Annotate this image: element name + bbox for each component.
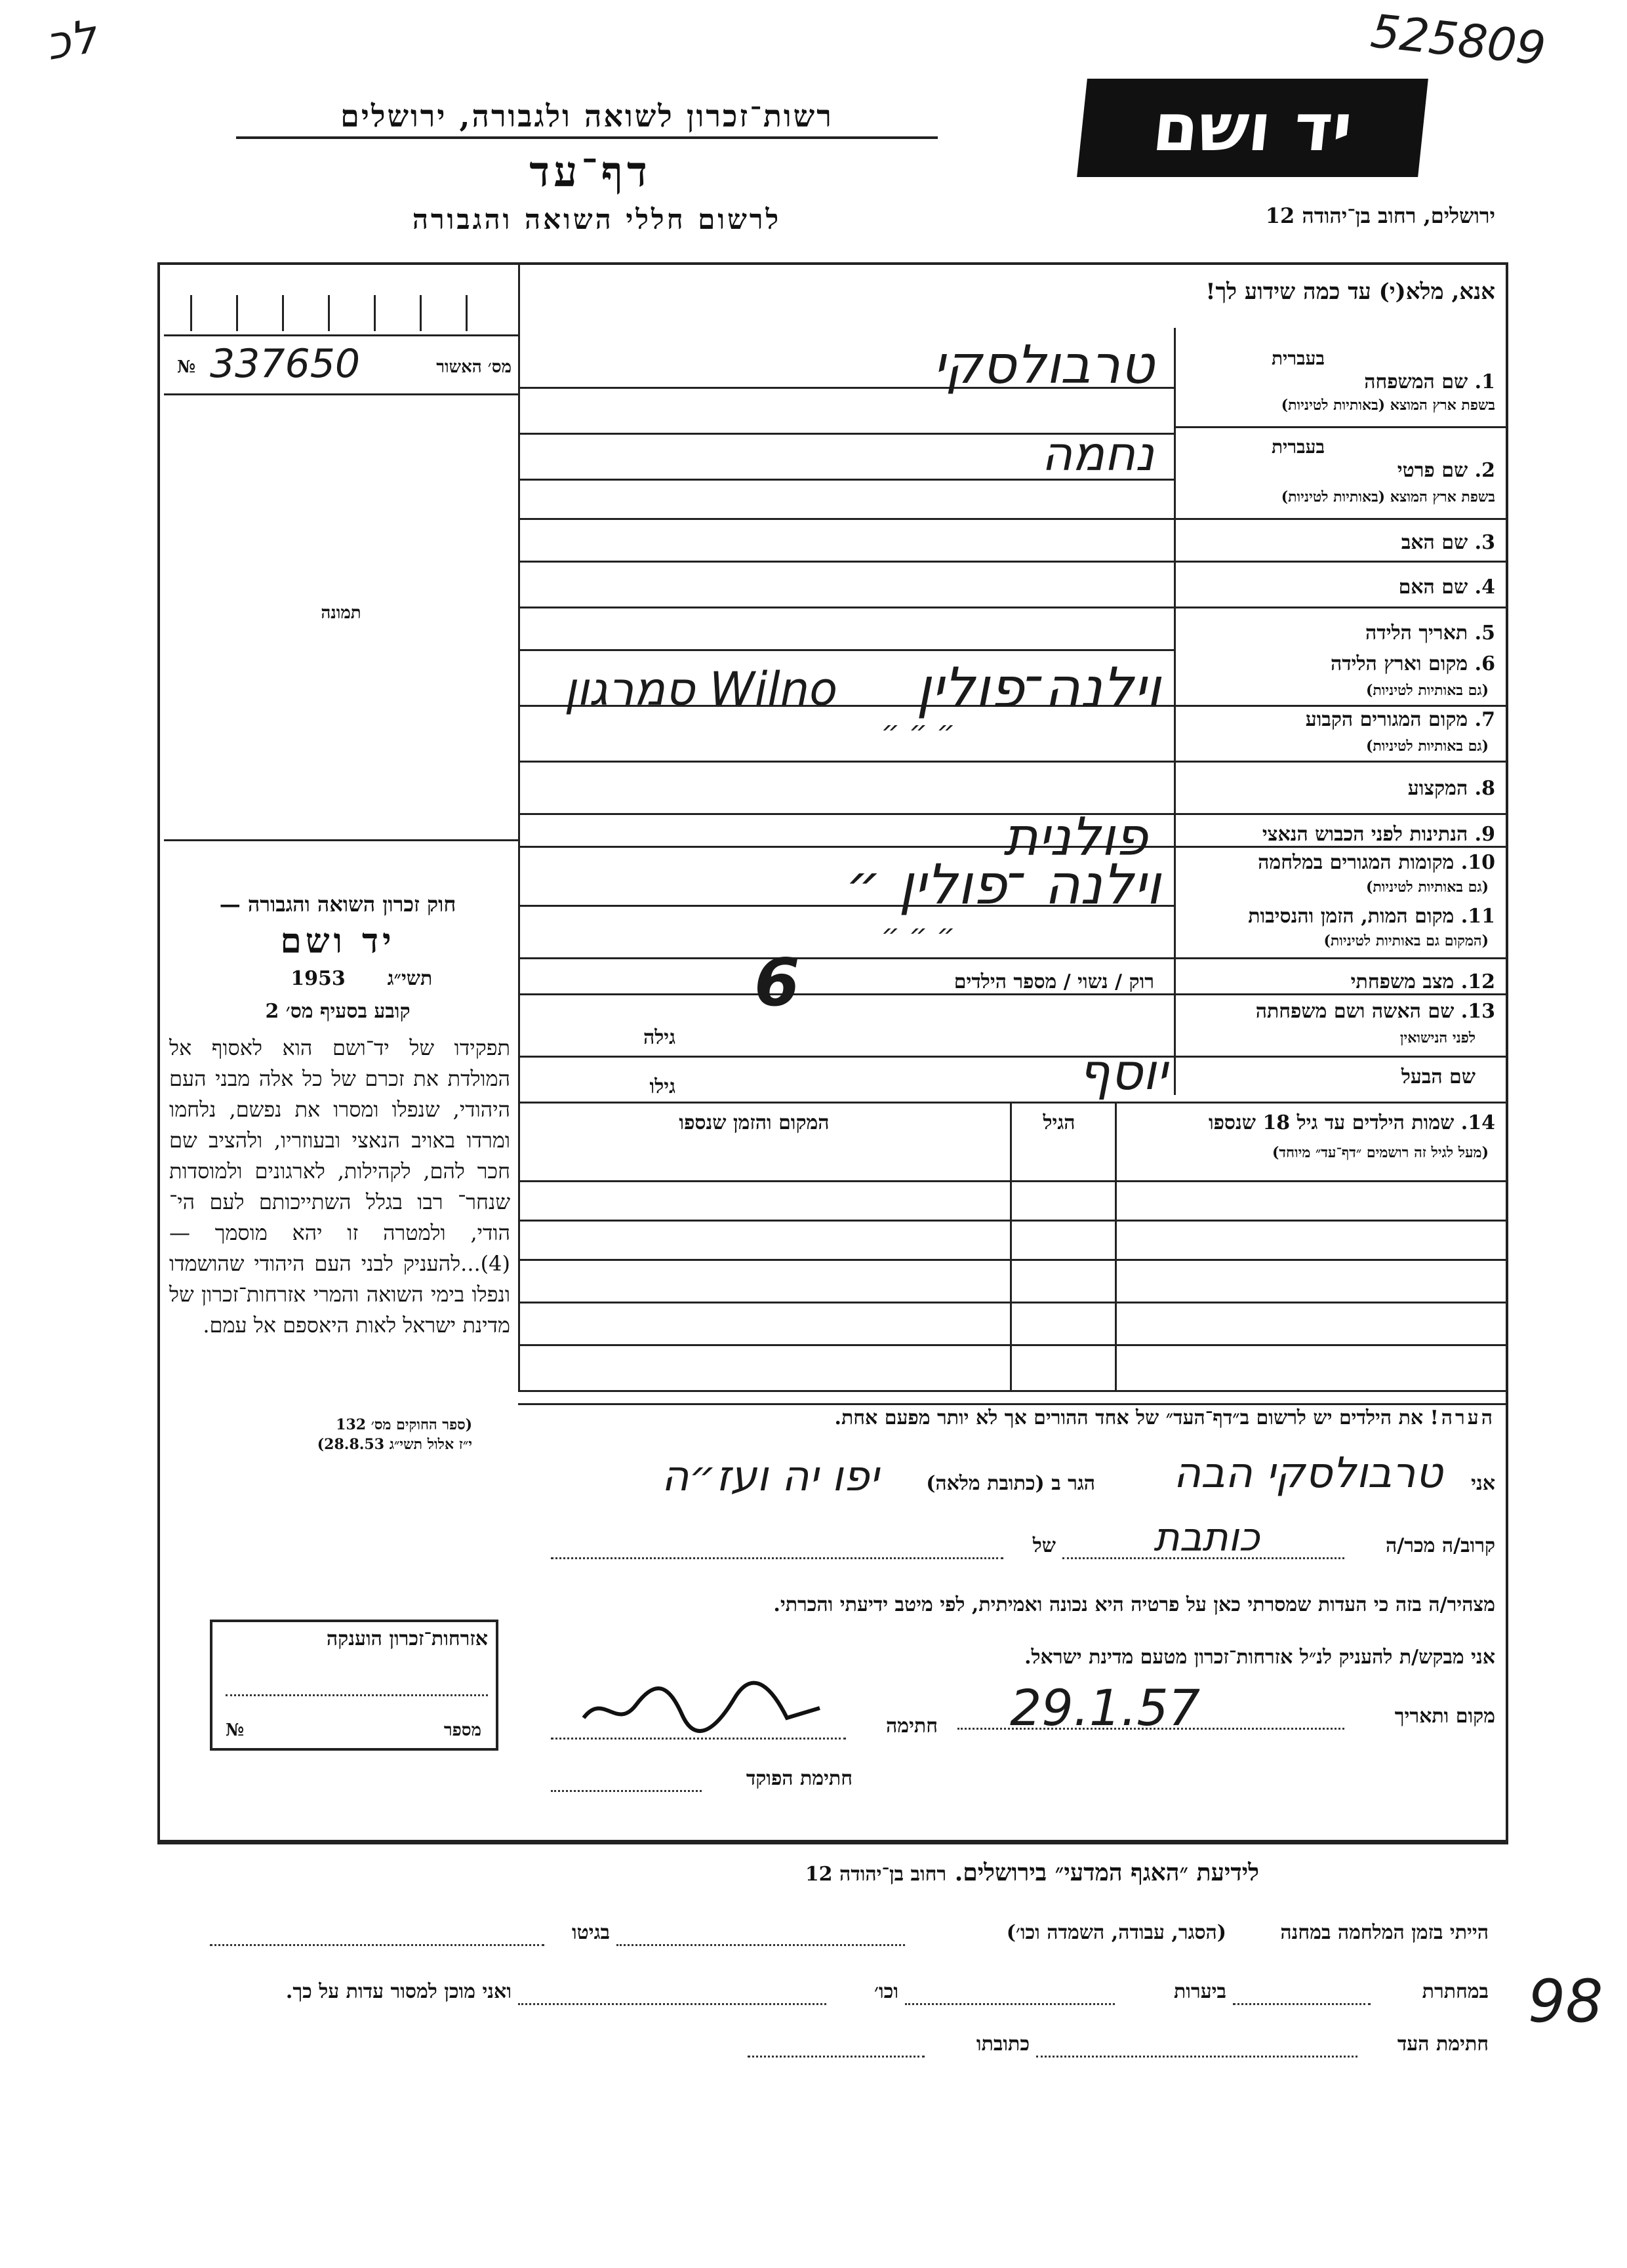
field-5-text: תאריך הלידה: [1365, 622, 1468, 645]
field-9-num: 9.: [1474, 823, 1495, 846]
officer-dots: [551, 1790, 702, 1792]
citizenship-box-no-sign: №: [226, 1721, 245, 1740]
field-3-label: [1180, 531, 1495, 554]
footer-heading-row: [538, 1859, 1259, 1886]
field-3-num: 3.: [1474, 531, 1495, 554]
rule-r11: [1174, 1056, 1508, 1058]
children-age-header: הגיל: [1043, 1111, 1075, 1134]
residence-value: ״ ״ ״: [881, 715, 955, 748]
field-1-sub: בשפת ארץ המוצא (באותיות לטיניות): [1281, 397, 1495, 414]
law-year-heb: תשי״ג: [387, 967, 433, 990]
children-row-2: [518, 1220, 1508, 1222]
footer-line2-d: ואני מוכן למסור עדות על כך.: [285, 1980, 512, 2003]
officer-label: חתימת הפוקד: [746, 1767, 853, 1790]
label-column-divider: [1174, 328, 1176, 1095]
children-row-3: [518, 1259, 1508, 1261]
photo-label: תמונה: [321, 603, 361, 623]
law-heading: חוק זכרון השואה והגבורה —: [219, 892, 456, 917]
header-address: ירושלים, רחוב בן־יהודה 12: [1265, 203, 1495, 228]
rule-r3: [1174, 561, 1508, 563]
rule-r8: [1174, 846, 1508, 848]
page-mark: 98: [1528, 1967, 1603, 2036]
mid-line-13: [518, 957, 1174, 959]
rule-r6: [1174, 761, 1508, 763]
field-6-label: [1180, 652, 1495, 675]
mid-line-9: [518, 761, 1174, 763]
signature-mark: [577, 1679, 826, 1738]
corner-mark: לכ: [41, 9, 101, 71]
rule-r1: [1174, 426, 1508, 428]
children-label: [1108, 1111, 1495, 1134]
citizenship-box-number-label: מספר: [443, 1721, 481, 1740]
field-6-text: מקום וארץ הלידה: [1330, 652, 1468, 675]
field-10-num: 10.: [1460, 851, 1495, 874]
signature-dots: [551, 1738, 846, 1740]
footer-line2-c: וכו׳: [874, 1980, 898, 2003]
footer-line2-a: במחתרת: [1422, 1980, 1489, 2003]
instruction-text: אנא, מלא(י) עד כמה שידוע לך!: [1205, 279, 1495, 305]
citizenship-box-line: [226, 1694, 488, 1696]
mid-line-7: [518, 649, 1174, 651]
field-13-num: 13.: [1460, 1000, 1495, 1023]
field-8-text: המקצוע: [1407, 777, 1468, 800]
citizenship-box: [210, 1620, 498, 1751]
children-col-1: [1115, 1102, 1117, 1390]
note-top-rule: [518, 1403, 1508, 1405]
footer-line3-dots-2: [748, 2056, 925, 2058]
authority-line: רשות־זכרון לשואה ולגבורה, ירושלים: [236, 98, 938, 139]
children-count: 6: [754, 944, 800, 1021]
death-place-value: ״ ״ ״: [881, 918, 955, 951]
field-1-text: שם המשפחה: [1364, 370, 1468, 393]
rule-r4: [1174, 607, 1508, 608]
field-12-label: [1180, 970, 1495, 993]
field-12-num: 12.: [1460, 970, 1495, 993]
field-2-text: שם פרטי: [1397, 459, 1468, 482]
logo: [1077, 79, 1428, 177]
registration-rule: [164, 393, 518, 395]
footer-line2-b: ביערות: [1173, 1980, 1226, 2003]
registration-label: מס׳ האשור: [436, 357, 512, 377]
law-text: תפקידו של יד־ושם הוא לאסוף אל המולדת את זכרם של כל אלה מבני העם היהודי, שנפלו ומסרו את נפשם, נלחמו ומרדו באויב הנאצי ובעוזריו, ולהציב שם חכר להם, לקהילות, לארגונים ולמוסדות שנחר־ רבו בגלל השתייכותם לעם הי־ הודי, ולמטרה זו יהא מוסמך — (4)...להעניק לבני העם היהודי שהושמדו ונפלו בימי השואה והמרי אזרחות־זכרון של מדינת ישראל לאות היאספם אל עמם.: [169, 1035, 510, 1338]
footer-heading: לידיעת ״האגף המדעי״ בירושלים.: [954, 1859, 1259, 1886]
footer-line3-a: חתימת העד: [1397, 2033, 1489, 2056]
field-9-label: [1180, 823, 1495, 846]
footer-line3-dots: [1036, 2056, 1357, 2058]
children-sub: (מעל לגיל זה רושמים ״דף־עד״ מיוחד): [1272, 1144, 1489, 1161]
rule-r10: [1174, 993, 1508, 995]
surname-value: טרבולסקי: [933, 334, 1154, 395]
tag-hebrew-2: בעברית: [1271, 436, 1325, 458]
field-7-text: מקום המגורים הקבוע: [1305, 708, 1468, 731]
field-4-text: שם האם: [1398, 576, 1468, 599]
field-6-num: 6.: [1474, 652, 1495, 675]
registration-value: 337650: [210, 341, 361, 387]
tag-hebrew-1: בעברית: [1271, 348, 1325, 369]
of-label: של: [1032, 1534, 1056, 1557]
field-2-num: 2.: [1474, 459, 1495, 482]
field-7-num: 7.: [1474, 708, 1495, 731]
children-place-header: המקום והזמן שנספו: [679, 1111, 830, 1134]
mid-line-16: [518, 1102, 1508, 1104]
i-label: אני: [1471, 1472, 1495, 1495]
field-3-text: שם האב: [1401, 531, 1468, 554]
rule-r9: [1174, 957, 1508, 959]
law-year: 1953: [291, 967, 346, 990]
note-text: את הילדים יש לרשום ב״דף־העד״ של אחד ההורים אך לא יותר מפעם אחת.: [834, 1406, 1424, 1429]
field-5-label: [1180, 622, 1495, 645]
photo-bottom-rule: [164, 839, 518, 841]
field-10-label: [1180, 851, 1495, 874]
field-2-sub: בשפת ארץ המוצא (באותיות לטיניות): [1281, 488, 1495, 506]
declare-text: מצהיר/ה בזה כי העדות שמסרתי כאן על פרטיה היא נכונה ואמיתית, לפי מיטב ידיעתי והכרתי.: [773, 1593, 1495, 1616]
note-label: הערה!: [1430, 1406, 1495, 1429]
citizenship-box-title: אזרחות־זכרון הוענקה: [326, 1627, 488, 1650]
logo-text: יד ושם: [1149, 89, 1356, 166]
citizenship-value: פולנית: [1003, 806, 1148, 867]
field-8-label: [1180, 777, 1495, 800]
birthplace-value: וילנה־פולין: [916, 656, 1161, 720]
mid-line-6: [518, 607, 1174, 608]
field-7-sub: (גם באותיות לטיניות): [1365, 738, 1489, 755]
field-2-label: [1180, 459, 1495, 482]
field-10-text: מקומות המגורים במלחמה: [1258, 851, 1455, 874]
law-source-1: (ספר החוקים מס׳ 132: [336, 1416, 472, 1433]
field-1-num: 1.: [1474, 370, 1495, 393]
field-11-text: מקום המות, הזמן והנסיבות: [1248, 905, 1455, 928]
note-line: [538, 1406, 1495, 1429]
form-title: דף־עד: [529, 148, 651, 197]
field-13-label: [1180, 1000, 1495, 1023]
field-5-num: 5.: [1474, 622, 1495, 645]
of-dots: [551, 1557, 1003, 1559]
relation-value: כותבת: [1154, 1515, 1260, 1561]
field-4-label: [1180, 576, 1495, 599]
field-10-sub: (גם באותיות לטיניות): [1365, 879, 1489, 896]
field-6-sub: (גם באותיות לטיניות): [1365, 682, 1489, 699]
footer-top-rule: [157, 1842, 1508, 1844]
wartime-residence-value: וילנה ־פולין ״: [845, 852, 1161, 917]
stamp-number: 525809: [1368, 4, 1548, 76]
husband-label: שם הבעל: [1401, 1065, 1476, 1088]
footer-line1-dots-2: [210, 1944, 544, 1946]
field-13-text: שם האשה ושם משפחתה: [1255, 1000, 1455, 1023]
field-7-label: [1180, 708, 1495, 731]
mid-line-4: [518, 518, 1174, 520]
children-col-2: [1010, 1102, 1012, 1390]
place-date-label: מקום ותאריך: [1394, 1705, 1495, 1728]
rule-r2: [1174, 518, 1508, 520]
footer-line1-c: בגיטו: [571, 1921, 610, 1944]
declarant-name: טרבולסקי הבה: [1173, 1449, 1443, 1498]
children-num: 14.: [1460, 1111, 1495, 1134]
request-text: אני מבקש/ת להעניק לנ״ל אזרחות־זכרון מטעם מדינת ישראל.: [1024, 1646, 1495, 1669]
children-row-1: [518, 1180, 1508, 1182]
footer-line2-dots-3: [518, 2003, 826, 2005]
law-name: יד ושם: [280, 921, 395, 961]
mid-line-14: [518, 993, 1174, 995]
law-source-2: י״ז אלול תשי״ג 28.8.53): [317, 1436, 472, 1453]
relative-label: קרוב/ה מכר/ה: [1386, 1534, 1495, 1557]
declarant-address: יפו יה ועז״ה: [661, 1452, 879, 1501]
field-11-num: 11.: [1460, 905, 1495, 928]
footer-line2-dots: [1233, 2003, 1371, 2005]
children-row-4: [518, 1302, 1508, 1303]
mid-line-5: [518, 561, 1174, 563]
field-11-sub: (המקום גם באותיות לטיניות): [1323, 932, 1489, 949]
field-8-num: 8.: [1474, 777, 1495, 800]
wife-age-label: גילה: [643, 1026, 675, 1049]
children-row-5: [518, 1344, 1508, 1346]
firstname-value: נחמה: [1041, 426, 1154, 481]
registration-no-sign: №: [177, 357, 196, 377]
field-4-num: 4.: [1474, 576, 1495, 599]
children-text: שמות הילדים עד גיל 18 שנספו: [1208, 1111, 1455, 1134]
footer-address: רחוב בן־יהודה 12: [805, 1863, 947, 1886]
date-value: 29.1.57: [1010, 1679, 1201, 1737]
footer-line3-b: כתובתו: [976, 2033, 1030, 2056]
children-row-6: [518, 1390, 1508, 1392]
status-options: רוק / נשוי / מספר הילדים: [954, 970, 1154, 993]
tick-row: [164, 288, 518, 336]
husband-value: יוסף: [1078, 1043, 1167, 1101]
field-11-label: [1180, 905, 1495, 928]
birthplace-value-2: סמרגון Wilno: [564, 662, 838, 716]
husband-age-label: גילו: [649, 1075, 675, 1098]
signature-label: חתימה: [886, 1715, 938, 1738]
footer-line1-dots: [616, 1944, 905, 1946]
resides-label: הגר ב (כתובת מלאה): [926, 1472, 1095, 1495]
rule-r7: [1174, 813, 1508, 815]
footer-line1-b: (הסגר, עבודה, השמדה וכו׳): [1006, 1921, 1226, 1944]
field-13-sub: לפני הנישואין: [1399, 1029, 1476, 1046]
footer-line2-dots-2: [905, 2003, 1115, 2005]
field-1-label: [1180, 370, 1495, 393]
field-12-text: מצב משפחתי: [1350, 970, 1455, 993]
law-clause: קובע בסעיף מס׳ 2: [265, 1000, 411, 1023]
rule-r5: [1174, 705, 1508, 707]
footer-line1-a: הייתי בזמן המלחמה במחנה: [1280, 1921, 1489, 1944]
form-subtitle: לרשום חללי השואה והגבורה: [412, 203, 782, 235]
field-9-text: הנתינות לפני הכבוש הנאצי: [1262, 823, 1468, 846]
